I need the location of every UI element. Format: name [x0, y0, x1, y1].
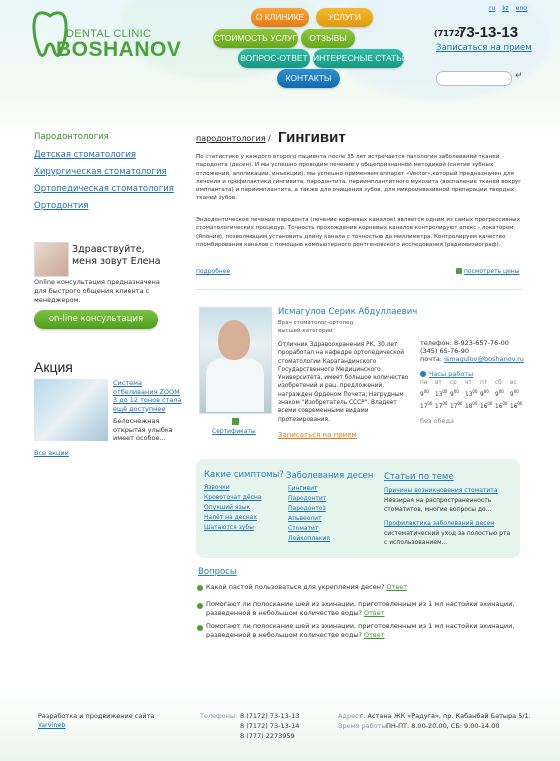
nav-about-clinic[interactable]: О КЛИНИКЕ	[251, 8, 309, 27]
doctor-photo-coat	[206, 358, 264, 412]
start-mon: $9^{00}$	[420, 389, 429, 398]
day-tue: вт	[435, 380, 442, 386]
article-excerpt: Невзирая на распространенность стоматитов, многие вопросы до...	[384, 497, 492, 513]
promo-desc-line-1: Белоснежная	[113, 417, 160, 425]
greeting-line-1: Здравствуйте,	[72, 244, 145, 255]
day-sun: вс	[510, 380, 517, 386]
footer-dev-text: Разработка и продвижение сайта	[38, 712, 155, 720]
page-title: Гингивит	[278, 129, 346, 146]
certificate-icon	[232, 418, 239, 425]
promo-link-line-4[interactable]: ещё доступнее	[113, 404, 166, 413]
end-mon: $17^{00}$	[420, 401, 433, 410]
sidebar-item-periodontology[interactable]: Пародонтология	[34, 132, 109, 142]
question-text: Какой пастой пользоваться для укрепления десен?	[206, 583, 385, 591]
no-lunch-break: без обеда	[420, 417, 454, 425]
article-paragraph-2: Эндодонтическое лечение пародонта (лечение корневых каналов) является одним из самых прогрессивных стоматологических процедур. Точность прохождения корневых каналов контролируют апекс - локатором (Япония), позволяющим установить длину канала с точностью до миллиметра. Контролируем качество пломбирования каналов с помощью компьютерного рентгеновского исследования (радиовизиограф).	[196, 217, 520, 248]
logo-subtitle: DENTAL CLINIC	[66, 28, 152, 40]
symptom-item[interactable]: Опухший язык	[204, 504, 251, 511]
answer-link[interactable]: Ответ	[364, 631, 385, 639]
question-item	[206, 600, 526, 618]
symptom-item[interactable]: Кровоточат дёсна	[204, 494, 262, 501]
phone-number: 73-13-13	[458, 24, 519, 41]
header-appointment-link[interactable]: Записаться на прием	[436, 43, 532, 53]
footer-address: г. Астана ЖК «Радуга», пр. Кабанбай Батыра 5/1.	[360, 712, 531, 720]
promo-description	[113, 417, 173, 443]
day-sat: сб	[495, 380, 502, 386]
doctor-position-line-1: Врач стоматолог-ортопед	[278, 320, 354, 326]
disease-item[interactable]: Пародонтоз	[288, 505, 326, 512]
consultant-greeting	[72, 244, 161, 268]
end-thu: $18^{00}$	[465, 401, 478, 410]
end-fri: $16^{00}$	[480, 401, 493, 410]
logo-title[interactable]: BOSHANOV	[56, 38, 182, 61]
promo-link-line-1[interactable]: Система	[113, 379, 143, 387]
day-wed: ср	[450, 380, 457, 386]
lang-kz[interactable]: kz	[502, 5, 509, 12]
disease-item[interactable]: Лейкоплакия	[288, 535, 330, 542]
article-link[interactable]: Причины возникновения стоматита	[384, 487, 498, 494]
footer-phone: 8 (7172) 73-13-13	[240, 712, 300, 720]
disease-item[interactable]: Гингивит	[288, 485, 318, 492]
question-item	[206, 622, 526, 640]
question-icon	[197, 585, 203, 591]
day-mon: пн	[420, 380, 428, 386]
promo-title: Акция	[34, 359, 73, 375]
symptom-item[interactable]: Шатаются зубы	[204, 524, 254, 531]
promo-link-line-3[interactable]: 3 до 12 тонов стала	[113, 396, 182, 404]
start-fri: $9^{00}$	[480, 389, 489, 398]
lang-ru[interactable]: ru	[489, 5, 496, 12]
prices-icon	[456, 268, 462, 274]
all-promos-link[interactable]: Все акции	[34, 449, 69, 457]
end-sun: $16^{00}$	[510, 401, 523, 410]
doctor-phone: телефон: 8-923-657-76-00	[420, 339, 509, 347]
nav-faq[interactable]: ВОПРОС-ОТВЕТ	[238, 49, 310, 68]
article-excerpt: систематический уход за полостью рта с использованием...	[384, 530, 511, 546]
promo-link[interactable]	[113, 379, 181, 413]
question-item	[206, 583, 526, 592]
articles-title[interactable]: Статьи по теме	[384, 472, 454, 482]
diseases-title: Заболевания десен	[286, 471, 374, 481]
promo-link-line-2[interactable]: отбеливания ZOOM	[113, 387, 180, 396]
footer-phone: 8 (777) 2273959	[240, 732, 295, 740]
phone-code: (7172)	[434, 29, 464, 38]
consultant-avatar	[34, 242, 69, 277]
doctor-position	[278, 320, 353, 335]
promo-desc-line-2: открытая улыбка	[113, 425, 173, 434]
question-icon	[197, 625, 203, 631]
view-prices-link[interactable]: посмотреть цены	[464, 268, 520, 275]
article-link[interactable]: Профилактика заболеваний десен	[384, 520, 495, 527]
greeting-line-2: меня зовут Елена	[72, 256, 161, 267]
footer-dev-link[interactable]: Yarvineb	[38, 721, 66, 729]
disease-item[interactable]: Стоматит	[288, 525, 319, 532]
symptom-item[interactable]: Язвочки	[204, 484, 230, 491]
more-link[interactable]: подробнее	[196, 268, 231, 275]
disease-item[interactable]: Пародонтит	[288, 495, 327, 502]
lang-eng[interactable]: eng	[515, 5, 528, 12]
doctor-appointment-link[interactable]: Записаться на прием	[278, 431, 357, 439]
sidebar-item-orthopedic[interactable]: Ортопедическая стоматология	[34, 184, 174, 194]
certificates-link[interactable]: Сертификаты	[212, 428, 256, 435]
promo-image[interactable]	[34, 379, 108, 441]
sidebar-item-orthodontics[interactable]: Ортодонтия	[34, 201, 89, 211]
working-hours-grid	[420, 380, 525, 413]
doctor-name[interactable]: Исмагулов Серик Абдуллаевич	[278, 307, 418, 317]
symptoms-title: Какие симптомы?	[204, 470, 284, 480]
start-thu: $13^{00}$	[465, 389, 478, 398]
divider	[196, 289, 522, 290]
nav-services[interactable]: УСЛУГИ	[316, 8, 373, 27]
nav-reviews[interactable]: ОТЗЫВЫ	[301, 29, 355, 48]
footer-phone: 8 (7172) 73-13-14	[240, 722, 300, 730]
sidebar-item-pediatric[interactable]: Детская стоматология	[34, 150, 136, 160]
question-icon	[197, 603, 203, 609]
nav-prices[interactable]: СТОИМОСТЬ УСЛУГ	[213, 29, 298, 48]
nav-contacts[interactable]: КОНТАКТЫ	[277, 69, 340, 88]
article-paragraph-1: По статистике у каждого второго пациента после 35 лет встречается патология заболеваний тканей пародонта (десен). И мы успешно проводим лечение у общепризнанной методикой (снятие зубных отложений, аппликации, инъекции), мы успешно применяем аппарат «Vector»,который предназначен для лечения и профилактики гингивита, пародонтита, периимплантитного мукозита (воспаление тканей вокруг имплантата) и периимплантита, а также для очищения зубов, для микроинвазивной препарации твердых тканей зубов.	[196, 154, 522, 202]
day-fri: пт	[480, 380, 488, 386]
question-text: Помогают ли полоскание шей из эхинации, приготовленным из 1 мл настойки эхинации, разведенной в небольшом количестве воды?	[206, 622, 515, 639]
end-wed: $17^{00}$	[450, 401, 463, 410]
answer-link[interactable]: Ответ	[386, 583, 408, 591]
end-sat: $16^{00}$	[495, 401, 508, 410]
doctor-email-row	[420, 355, 524, 364]
end-tue: $17^{00}$	[435, 401, 448, 410]
start-sun: $9^{00}$	[510, 389, 519, 398]
day-thu: чт	[465, 380, 472, 386]
answer-link[interactable]: Ответ	[364, 609, 385, 617]
nav-articles[interactable]: ИНТЕРЕСНЫЕ СТАТЬИ	[313, 49, 404, 68]
search-input[interactable]	[436, 71, 512, 86]
online-consult-button[interactable]: on-line консультация	[34, 310, 158, 329]
doctor-photo-face	[218, 320, 250, 360]
language-switcher	[484, 5, 527, 12]
question-text: Помогают ли полоскание шей из эхинации, приготовленным из 1 мл настойки эхинации, разведенной в небольшом количестве воды?	[206, 600, 515, 617]
promo-desc-line-3: имеет особое...	[113, 434, 166, 442]
start-tue: $13^{00}$	[435, 389, 448, 398]
start-wed: $9^{00}$	[450, 389, 459, 398]
start-sat: $9^{00}$	[495, 389, 504, 398]
clock-icon	[420, 371, 426, 377]
footer-hours: ПН-ПТ: 8.00-20.00, СБ: 9.00-14.00	[386, 722, 500, 730]
search-enter-icon[interactable]: ↵	[515, 71, 523, 81]
questions-title[interactable]: Вопросы	[198, 567, 237, 577]
disease-item[interactable]: Альвеолит	[288, 515, 322, 522]
sidebar-item-surgery[interactable]: Хирургическая стоматология	[34, 167, 167, 177]
doctor-position-line-2: высшей категории	[278, 327, 333, 334]
doctor-email-label: почта:	[420, 355, 445, 363]
doctor-bio: Отличник Здравоохранения РК, 30 лет проработал на кафедре ортопедической стоматологии Карагандинского Государственного Медицинского Университета, имеет большое количество изобретений и рац. предложений, награжден Орденом Почета, Нагрудным знаком "Изобретатель СССР". Владеет всеми современными видами протезирования.	[278, 342, 409, 423]
footer-phones-label: Телефоны:	[200, 712, 238, 720]
breadcrumb[interactable]: пародонтология	[196, 134, 266, 143]
doctor-phone-2: (345) 65-76-90	[420, 347, 470, 355]
footer-address-label: Адрес:	[338, 712, 361, 720]
symptom-item[interactable]: Налёт на деснах	[204, 514, 257, 521]
footer-hours-label: Время работы:	[338, 722, 389, 730]
doctor-email[interactable]: ismagulov@boshanov.ru	[444, 355, 524, 363]
working-hours-title: Часы работы	[429, 370, 474, 378]
online-consult-text: Online консультация предназначена для быстрого общения клиента с менеджером.	[34, 278, 160, 304]
breadcrumb-separator: /	[268, 134, 271, 143]
